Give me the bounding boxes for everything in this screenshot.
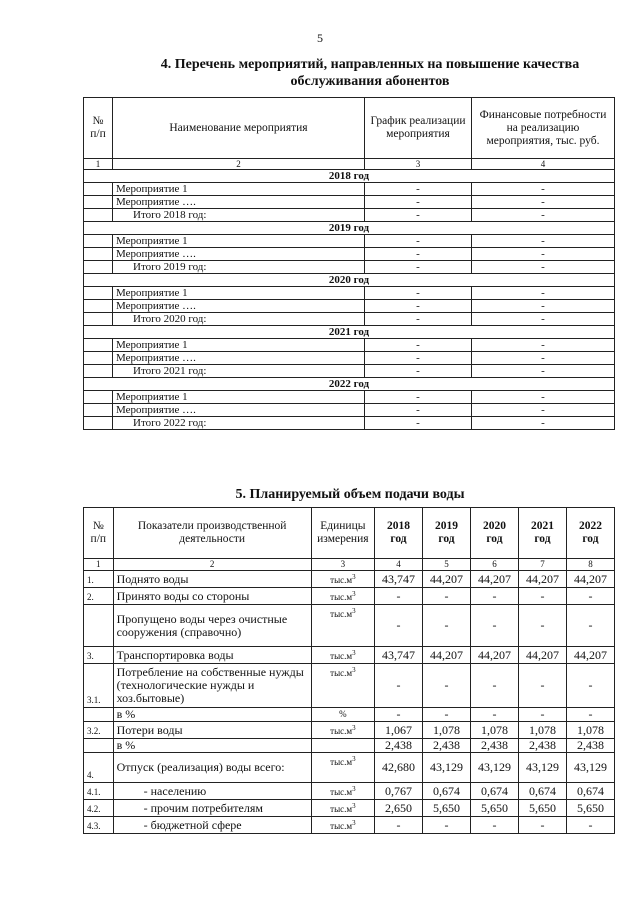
unit-sup: 3 <box>352 573 356 581</box>
indicator-name: Потребление на собственные нужды (технологические нужды и хоз.бытовые) <box>113 664 311 708</box>
col-number: 1 <box>84 559 114 571</box>
event-row <box>84 365 615 378</box>
unit-sup: 3 <box>352 649 356 657</box>
event-row <box>84 183 615 196</box>
event-finance: - <box>472 196 615 209</box>
event-num-cell <box>84 261 113 274</box>
value-cell: - <box>518 664 566 708</box>
event-schedule: - <box>365 287 472 300</box>
value-cell: 0,767 <box>375 783 423 800</box>
year-row <box>84 222 615 235</box>
header-year: 2022 год <box>566 508 614 559</box>
value-cell: 5,650 <box>422 800 470 817</box>
event-schedule: - <box>365 261 472 274</box>
value-cell: - <box>422 708 470 722</box>
indicator-name: Пропущено воды через очистные сооружения (справочно) <box>113 605 311 647</box>
value-cell: - <box>470 588 518 605</box>
event-row <box>84 300 615 313</box>
water-table-body <box>84 571 615 834</box>
value-cell: 2,438 <box>566 739 614 753</box>
event-schedule: - <box>365 183 472 196</box>
indicator-name: - бюджетной сфере <box>113 817 311 834</box>
year-label: 2020 год <box>84 274 615 287</box>
event-num-cell <box>84 404 113 417</box>
event-schedule: - <box>365 352 472 365</box>
event-row <box>84 261 615 274</box>
indicator-row <box>84 739 615 753</box>
event-schedule: - <box>365 196 472 209</box>
unit-text: тыс.м <box>330 757 353 767</box>
event-name: Мероприятие …. <box>113 404 365 417</box>
value-cell: - <box>518 605 566 647</box>
header-year: 2018 год <box>375 508 423 559</box>
event-num-cell <box>84 248 113 261</box>
value-cell: 44,207 <box>470 571 518 588</box>
indicator-row <box>84 708 615 722</box>
year-label: 2021 год <box>84 326 615 339</box>
unit-text: тыс.м <box>330 804 353 814</box>
indicator-name: Поднято воды <box>113 571 311 588</box>
event-name: Мероприятие 1 <box>113 235 365 248</box>
water-supply-table <box>83 507 615 834</box>
event-finance: - <box>472 300 615 313</box>
row-number: 3.2. <box>84 722 114 739</box>
value-cell: 2,438 <box>422 739 470 753</box>
unit-cell <box>311 708 374 722</box>
unit-cell <box>311 753 374 783</box>
indicator-name: - прочим потребителям <box>113 800 311 817</box>
event-row <box>84 196 615 209</box>
event-schedule: - <box>365 365 472 378</box>
indicator-row <box>84 817 615 834</box>
event-finance: - <box>472 352 615 365</box>
event-num-cell <box>84 287 113 300</box>
header-unit: Единицы измерения <box>311 508 374 559</box>
indicator-row <box>84 664 615 708</box>
event-name: Мероприятие 1 <box>113 287 365 300</box>
event-schedule: - <box>365 417 472 430</box>
section4-title-line1: 4. Перечень мероприятий, направленных на повышение качества <box>160 57 580 72</box>
row-number <box>84 708 114 722</box>
value-cell: 0,674 <box>518 783 566 800</box>
col-number: 3 <box>311 559 374 571</box>
header-year: 2021 год <box>518 508 566 559</box>
value-cell: - <box>375 817 423 834</box>
value-cell: 43,129 <box>566 753 614 783</box>
row-number: 4.2. <box>84 800 114 817</box>
page-number: 5 <box>317 31 323 45</box>
unit-sup: 3 <box>352 785 356 793</box>
value-cell: 0,674 <box>422 783 470 800</box>
event-num-cell <box>84 209 113 222</box>
year-label: 2019 год <box>84 222 615 235</box>
col-number: 3 <box>365 159 472 170</box>
value-cell: 43,747 <box>375 571 423 588</box>
value-cell: 1,078 <box>566 722 614 739</box>
row-number: 4.3. <box>84 817 114 834</box>
year-label: 2018 год <box>84 170 615 183</box>
value-cell: - <box>566 664 614 708</box>
unit-text: тыс.м <box>330 821 353 831</box>
event-row <box>84 209 615 222</box>
header-finance: Финансовые потребности на реализацию мероприятия, тыс. руб. <box>472 98 615 159</box>
unit-text: тыс.м <box>330 651 353 661</box>
year-row <box>84 378 615 391</box>
header-year: 2019 год <box>422 508 470 559</box>
value-cell: 44,207 <box>566 571 614 588</box>
col-number: 1 <box>84 159 113 170</box>
unit-cell <box>311 647 374 664</box>
value-cell: - <box>566 588 614 605</box>
event-num-cell <box>84 183 113 196</box>
unit-text: тыс.м <box>330 575 353 585</box>
event-schedule: - <box>365 209 472 222</box>
event-name: Мероприятие …. <box>113 352 365 365</box>
event-row <box>84 391 615 404</box>
header-year: 2020 год <box>470 508 518 559</box>
unit-text: тыс.м <box>330 726 353 736</box>
events-table-body <box>84 170 615 430</box>
event-schedule: - <box>365 339 472 352</box>
col-number: 7 <box>518 559 566 571</box>
unit-cell <box>311 605 374 647</box>
event-num-cell <box>84 339 113 352</box>
event-schedule: - <box>365 404 472 417</box>
event-schedule: - <box>365 248 472 261</box>
event-row <box>84 248 615 261</box>
event-name: Мероприятие 1 <box>113 391 365 404</box>
unit-cell <box>311 800 374 817</box>
unit-text: тыс.м <box>330 668 353 678</box>
section4-title <box>110 56 630 90</box>
row-number <box>84 739 114 753</box>
event-schedule: - <box>365 300 472 313</box>
value-cell: 44,207 <box>470 647 518 664</box>
event-num-cell <box>84 391 113 404</box>
event-row <box>84 352 615 365</box>
event-finance: - <box>472 339 615 352</box>
event-schedule: - <box>365 313 472 326</box>
col-number: 6 <box>470 559 518 571</box>
event-finance: - <box>472 313 615 326</box>
value-cell: 0,674 <box>566 783 614 800</box>
value-cell: 44,207 <box>566 647 614 664</box>
row-number: 2. <box>84 588 114 605</box>
value-cell: 2,438 <box>470 739 518 753</box>
col-number: 2 <box>113 559 311 571</box>
indicator-name: Транспортировка воды <box>113 647 311 664</box>
value-cell: - <box>518 708 566 722</box>
value-cell: 43,129 <box>422 753 470 783</box>
value-cell: 0,674 <box>470 783 518 800</box>
value-cell: 5,650 <box>518 800 566 817</box>
event-row <box>84 339 615 352</box>
unit-sup: 3 <box>352 819 356 827</box>
indicator-name: в % <box>113 708 311 722</box>
value-cell: - <box>518 817 566 834</box>
value-cell: 5,650 <box>470 800 518 817</box>
value-cell: - <box>422 664 470 708</box>
col-number: 4 <box>375 559 423 571</box>
event-finance: - <box>472 248 615 261</box>
value-cell: - <box>470 817 518 834</box>
indicator-name: - населению <box>113 783 311 800</box>
indicator-row <box>84 783 615 800</box>
section5-title: 5. Планируемый объем подачи воды <box>235 487 465 502</box>
unit-cell <box>311 588 374 605</box>
row-number: 3.1. <box>84 664 114 708</box>
value-cell: - <box>518 588 566 605</box>
header-event-name: Наименование мероприятия <box>113 98 365 159</box>
unit-cell <box>311 571 374 588</box>
indicator-row <box>84 753 615 783</box>
event-finance: - <box>472 417 615 430</box>
row-number: 4. <box>84 753 114 783</box>
events-col-numbers <box>84 159 615 170</box>
value-cell: - <box>566 708 614 722</box>
event-row <box>84 404 615 417</box>
year-label: 2022 год <box>84 378 615 391</box>
unit-cell <box>311 739 374 753</box>
header-num: № п/п <box>84 508 114 559</box>
event-num-cell <box>84 365 113 378</box>
value-cell: 44,207 <box>518 571 566 588</box>
col-number: 2 <box>113 159 365 170</box>
event-row <box>84 287 615 300</box>
event-num-cell <box>84 196 113 209</box>
year-row <box>84 326 615 339</box>
event-finance: - <box>472 404 615 417</box>
header-schedule: График реализации мероприятия <box>365 98 472 159</box>
unit-cell <box>311 783 374 800</box>
event-finance: - <box>472 261 615 274</box>
event-row <box>84 235 615 248</box>
event-num-cell <box>84 313 113 326</box>
year-total-label: Итого 2018 год: <box>113 209 365 222</box>
events-table-header <box>84 98 615 159</box>
col-number: 4 <box>472 159 615 170</box>
indicator-row <box>84 647 615 664</box>
row-number <box>84 605 114 647</box>
value-cell: 43,129 <box>518 753 566 783</box>
event-name: Мероприятие 1 <box>113 183 365 196</box>
col-number: 8 <box>566 559 614 571</box>
value-cell: - <box>470 605 518 647</box>
water-col-numbers <box>84 559 615 571</box>
water-table-header <box>84 508 615 559</box>
value-cell: 2,650 <box>375 800 423 817</box>
event-finance: - <box>472 391 615 404</box>
value-cell: - <box>375 708 423 722</box>
year-total-label: Итого 2020 год: <box>113 313 365 326</box>
value-cell: 1,078 <box>422 722 470 739</box>
value-cell: - <box>375 605 423 647</box>
event-name: Мероприятие 1 <box>113 339 365 352</box>
event-finance: - <box>472 365 615 378</box>
event-finance: - <box>472 235 615 248</box>
event-row <box>84 313 615 326</box>
unit-cell <box>311 664 374 708</box>
event-schedule: - <box>365 235 472 248</box>
events-table <box>83 97 615 430</box>
value-cell: - <box>470 664 518 708</box>
indicator-name: Потери воды <box>113 722 311 739</box>
event-num-cell <box>84 235 113 248</box>
value-cell: 1,078 <box>470 722 518 739</box>
value-cell: - <box>470 708 518 722</box>
unit-cell <box>311 817 374 834</box>
indicator-row <box>84 605 615 647</box>
unit-text: тыс.м <box>330 609 353 619</box>
year-total-label: Итого 2019 год: <box>113 261 365 274</box>
header-num: № п/п <box>84 98 113 159</box>
event-finance: - <box>472 183 615 196</box>
value-cell: 44,207 <box>422 571 470 588</box>
event-finance: - <box>472 287 615 300</box>
value-cell: 5,650 <box>566 800 614 817</box>
indicator-name: Принято воды со стороны <box>113 588 311 605</box>
indicator-name: в % <box>113 739 311 753</box>
unit-sup: 3 <box>352 802 356 810</box>
event-name: Мероприятие …. <box>113 196 365 209</box>
value-cell: - <box>422 817 470 834</box>
row-number: 4.1. <box>84 783 114 800</box>
value-cell: - <box>422 605 470 647</box>
event-row <box>84 417 615 430</box>
indicator-row <box>84 588 615 605</box>
value-cell: - <box>566 817 614 834</box>
value-cell: - <box>375 664 423 708</box>
indicator-row <box>84 571 615 588</box>
col-number: 5 <box>422 559 470 571</box>
value-cell: 2,438 <box>375 739 423 753</box>
unit-cell <box>311 722 374 739</box>
event-name: Мероприятие …. <box>113 300 365 313</box>
unit-sup: 3 <box>352 755 356 763</box>
event-finance: - <box>472 209 615 222</box>
event-schedule: - <box>365 391 472 404</box>
unit-sup: 3 <box>352 590 356 598</box>
unit-text: % <box>339 709 347 719</box>
value-cell: - <box>566 605 614 647</box>
value-cell: 43,747 <box>375 647 423 664</box>
unit-sup: 3 <box>352 724 356 732</box>
value-cell: 1,067 <box>375 722 423 739</box>
event-num-cell <box>84 352 113 365</box>
unit-text: тыс.м <box>330 787 353 797</box>
value-cell: - <box>422 588 470 605</box>
event-num-cell <box>84 300 113 313</box>
year-row <box>84 170 615 183</box>
event-num-cell <box>84 417 113 430</box>
value-cell: - <box>375 588 423 605</box>
unit-text: тыс.м <box>330 592 353 602</box>
unit-sup: 3 <box>352 607 356 615</box>
value-cell: 1,078 <box>518 722 566 739</box>
event-name: Мероприятие …. <box>113 248 365 261</box>
indicator-name: Отпуск (реализация) воды всего: <box>113 753 311 783</box>
indicator-row <box>84 722 615 739</box>
value-cell: 42,680 <box>375 753 423 783</box>
row-number: 1. <box>84 571 114 588</box>
value-cell: 44,207 <box>422 647 470 664</box>
value-cell: 43,129 <box>470 753 518 783</box>
value-cell: 2,438 <box>518 739 566 753</box>
unit-sup: 3 <box>352 666 356 674</box>
value-cell: 44,207 <box>518 647 566 664</box>
row-number: 3. <box>84 647 114 664</box>
header-indicator: Показатели производственной деятельности <box>113 508 311 559</box>
indicator-row <box>84 800 615 817</box>
section4-title-line2: обслуживания абонентов <box>290 74 450 89</box>
year-row <box>84 274 615 287</box>
year-total-label: Итого 2021 год: <box>113 365 365 378</box>
year-total-label: Итого 2022 год: <box>113 417 365 430</box>
